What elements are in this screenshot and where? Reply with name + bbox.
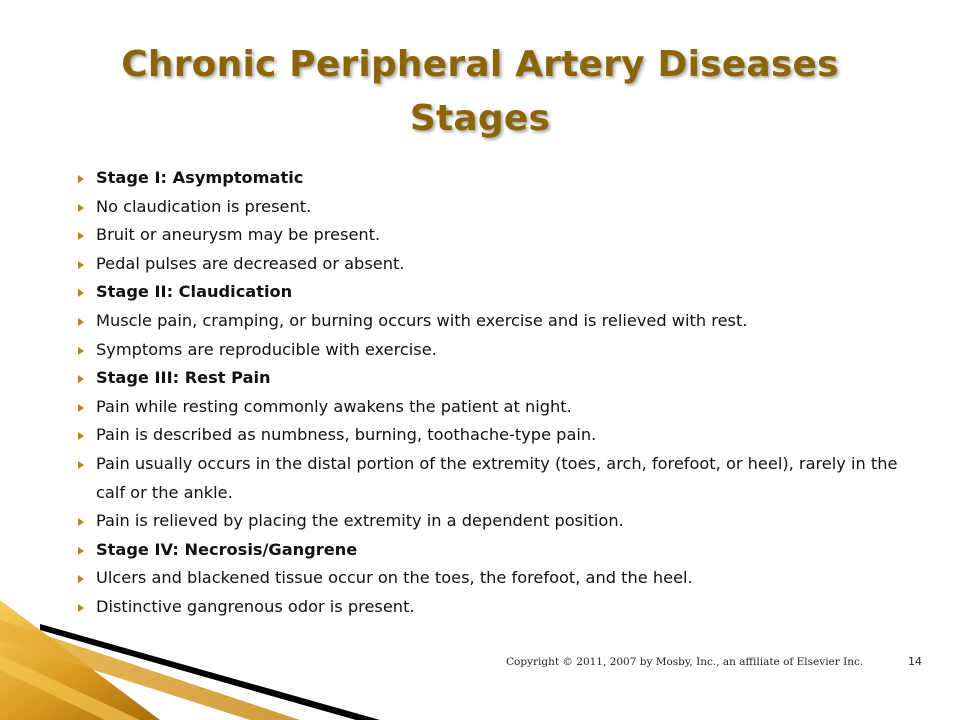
triangle-right-icon	[78, 318, 84, 326]
footer-copyright: Copyright © 2011, 2007 by Mosby, Inc., an affiliate of Elsevier Inc.	[506, 656, 864, 668]
bullet-text: Distinctive gangrenous odor is present.	[96, 596, 415, 616]
bullet-text: Pain is described as numbness, burning, toothache-type pain.	[96, 425, 597, 445]
bullet-item	[76, 336, 906, 365]
bullet-text: Symptoms are reproducible with exercise.	[96, 339, 437, 359]
triangle-right-icon	[78, 261, 84, 269]
slide-title	[60, 38, 900, 146]
bullet-item	[76, 193, 906, 222]
triangle-right-icon	[78, 375, 84, 383]
triangle-right-icon	[78, 547, 84, 555]
bullet-item	[76, 250, 906, 279]
triangle-right-icon	[78, 232, 84, 240]
bullet-text: Stage IV: Necrosis/Gangrene	[96, 539, 358, 559]
bullet-item	[76, 307, 906, 336]
bullet-item	[76, 221, 906, 250]
bullet-item	[76, 393, 906, 422]
page-number: 14	[908, 655, 922, 668]
triangle-right-icon	[78, 432, 84, 440]
bullet-list	[76, 164, 906, 622]
slide-title-line-2: Stages	[409, 98, 551, 139]
bullet-text: Pain usually occurs in the distal portion of the extremity (toes, arch, forefoot, or heel), rarely in the calf or the ankle.	[96, 453, 898, 502]
triangle-right-icon	[78, 461, 84, 469]
gold-corner-decoration	[0, 600, 380, 720]
triangle-right-icon	[78, 575, 84, 583]
slide-title-line-1: Chronic Peripheral Artery Diseases	[121, 44, 839, 85]
triangle-right-icon	[78, 204, 84, 212]
bullet-text: Pain is relieved by placing the extremity in a dependent position.	[96, 511, 624, 531]
triangle-right-icon	[78, 518, 84, 526]
bullet-item	[76, 421, 906, 450]
bullet-text: Stage I: Asymptomatic	[96, 168, 304, 187]
bullet-item	[76, 164, 906, 193]
triangle-right-icon	[78, 175, 84, 183]
bullet-item	[76, 507, 906, 536]
bullet-text: Pedal pulses are decreased or absent.	[96, 253, 405, 273]
triangle-right-icon	[78, 404, 84, 412]
triangle-right-icon	[78, 289, 84, 297]
bullet-text: Bruit or aneurysm may be present.	[96, 225, 381, 245]
bullet-text: Muscle pain, cramping, or burning occurs with exercise and is relieved with rest.	[96, 310, 748, 330]
bullet-text: No claudication is present.	[96, 196, 312, 216]
bullet-item	[76, 536, 906, 565]
bullet-item	[76, 364, 906, 393]
bullet-item	[76, 564, 906, 593]
bullet-text: Stage III: Rest Pain	[96, 368, 271, 388]
bullet-item	[76, 450, 906, 507]
bullet-item	[76, 278, 906, 307]
bullet-text: Stage II: Claudication	[96, 282, 293, 302]
bullet-text: Pain while resting commonly awakens the patient at night.	[96, 396, 572, 416]
triangle-right-icon	[78, 347, 84, 355]
bullet-text: Ulcers and blackened tissue occur on the toes, the forefoot, and the heel.	[96, 568, 693, 588]
